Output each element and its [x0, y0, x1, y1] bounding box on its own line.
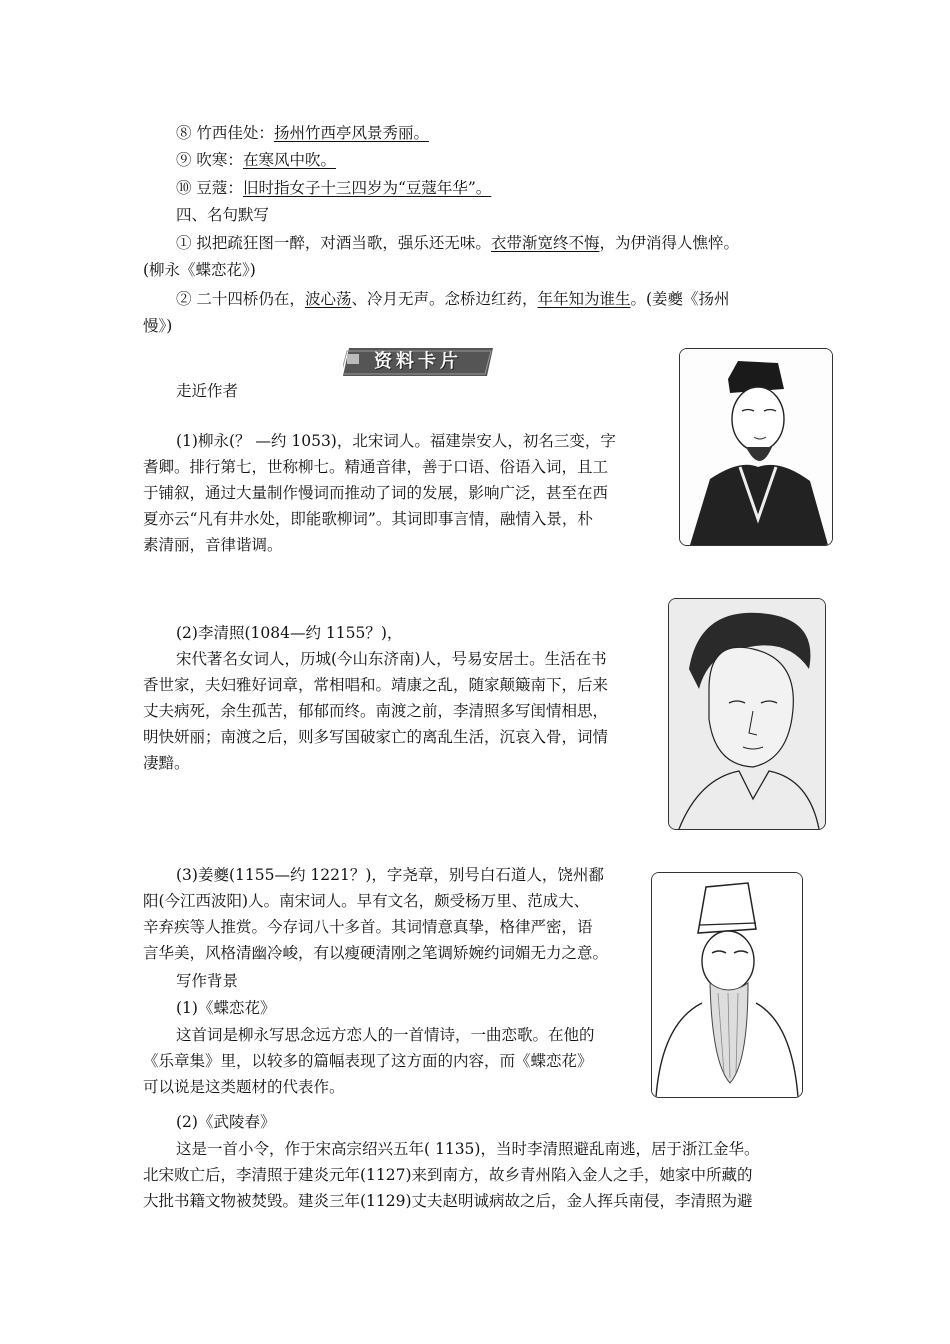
note-8	[176, 120, 429, 146]
quote-text: ② 二十四桥仍在，	[176, 290, 305, 308]
note-label: ⑧ 竹西佳处：	[176, 124, 274, 142]
bio-line: (3)姜夔(1155—约 1221？)，字尧章，别号白石道人，饶州鄱	[176, 866, 604, 884]
jiang-kui-bio	[143, 862, 663, 966]
quote-text: ，为伊消得人憔悴。	[599, 234, 739, 252]
portrait-man-icon	[680, 349, 832, 545]
quote-1-source: (柳永《蝶恋花》)	[143, 261, 256, 279]
quote-text: ① 拟把疏狂图一醉，对酒当歌，强乐还无味。	[176, 234, 491, 252]
quote-2-continued: 慢》)	[143, 317, 173, 335]
quote-text: 、冷月无声。念桥边红药，	[351, 290, 538, 308]
bg-1-text	[143, 1022, 643, 1100]
quote-blank: 衣带渐宽终不悔	[490, 234, 600, 252]
bio-line: 凄黯。	[143, 754, 190, 772]
li-qingzhao-bio	[143, 620, 663, 776]
data-card-banner	[343, 346, 493, 378]
bg-1-title: (1)《蝶恋花》	[176, 999, 276, 1017]
section-4-heading: 四、名句默写	[176, 206, 270, 224]
bio-line: 夏亦云“凡有井水处，即能歌柳词”。其词即事言情，融情入景，朴	[143, 510, 593, 528]
liu-yong-bio	[143, 428, 663, 558]
bio-line: 香世家，夫妇雅好词章，常相唱和。靖康之乱，随家颠簸南下，后来	[143, 676, 609, 694]
bg-2-text	[143, 1136, 823, 1214]
bio-line: 于铺叙，通过大量制作慢词而推动了词的发展，影响广泛，甚至在西	[143, 484, 609, 502]
quote-1	[176, 230, 739, 256]
note-text: 旧时指女子十三四岁为“豆蔻年华”。	[242, 179, 492, 197]
liu-yong-portrait	[679, 348, 833, 546]
quote-blank: 年年知为谁生	[537, 290, 631, 308]
bg-line: 大批书籍文物被焚毁。建炎三年(1129)丈夫赵明诚病故之后，金人挥兵南侵，李清照为避	[143, 1192, 753, 1210]
banner-title: 资料卡片	[374, 351, 462, 372]
bio-line: 丈夫病死，余生孤苦，郁郁而终。南渡之前，李清照多写闺情相思，	[143, 702, 609, 720]
note-label: ⑩ 豆蔻：	[176, 179, 243, 197]
jiang-kui-portrait	[651, 872, 803, 1098]
bio-line: (1)柳永(？ —约 1053)，北宋词人。福建崇安人，初名三变，字	[176, 432, 616, 450]
bio-line: 言华美，风格清幽冷峻，有以瘦硬清刚之笔调矫婉约词媚无力之意。	[143, 944, 609, 962]
bio-line: 素清丽，音律谐调。	[143, 536, 283, 554]
note-9	[176, 147, 336, 173]
bio-line: 耆卿。排行第七，世称柳七。精通音律，善于口语、俗语入词，且工	[143, 458, 609, 476]
bg-line: 这首词是柳永写思念远方恋人的一首情诗，一曲恋歌。在他的	[176, 1026, 595, 1044]
bg-line: 《乐章集》里，以较多的篇幅表现了这方面的内容，而《蝶恋花》	[143, 1052, 593, 1070]
bg-line: 北宋败亡后，李清照于建炎元年(1127)来到南方，故乡青州陷入金人之手，她家中所藏的	[143, 1166, 753, 1184]
author-heading: 走近作者	[176, 382, 239, 400]
bio-line: 宋代著名女词人，历城(今山东济南)人，号易安居士。生活在书	[176, 650, 607, 668]
portrait-elder-icon	[652, 873, 802, 1097]
li-qingzhao-portrait	[668, 598, 826, 830]
note-text: 在寒风中吹。	[242, 151, 336, 169]
bio-line: (2)李清照(1084—约 1155？)，	[176, 624, 403, 642]
note-label: ⑨ 吹寒：	[176, 151, 243, 169]
bg-line: 可以说是这类题材的代表作。	[143, 1078, 345, 1096]
portrait-woman-icon	[669, 599, 825, 829]
quote-text: 。(姜夔《扬州	[630, 290, 730, 308]
bio-line: 明快妍丽；南渡之后，则多写国破家亡的离乱生活，沉哀入骨，词情	[143, 728, 609, 746]
note-text: 扬州竹西亭风景秀丽。	[273, 124, 429, 142]
quote-2	[176, 286, 730, 312]
quote-blank: 波心荡	[304, 290, 352, 308]
bio-line: 阳(今江西波阳)人。南宋词人。早有文名，颇受杨万里、范成大、	[143, 892, 590, 910]
bg-line: 这是一首小令，作于宋高宗绍兴五年( 1135)，当时李清照避乱南逃，居于浙江金华。	[176, 1140, 760, 1158]
bg-2-title: (2)《武陵春》	[176, 1113, 276, 1131]
note-10	[176, 175, 491, 201]
background-heading: 写作背景	[176, 972, 239, 990]
bio-line: 辛弃疾等人推赏。今存词八十多首。其词情意真挚，格律严密，语	[143, 918, 593, 936]
